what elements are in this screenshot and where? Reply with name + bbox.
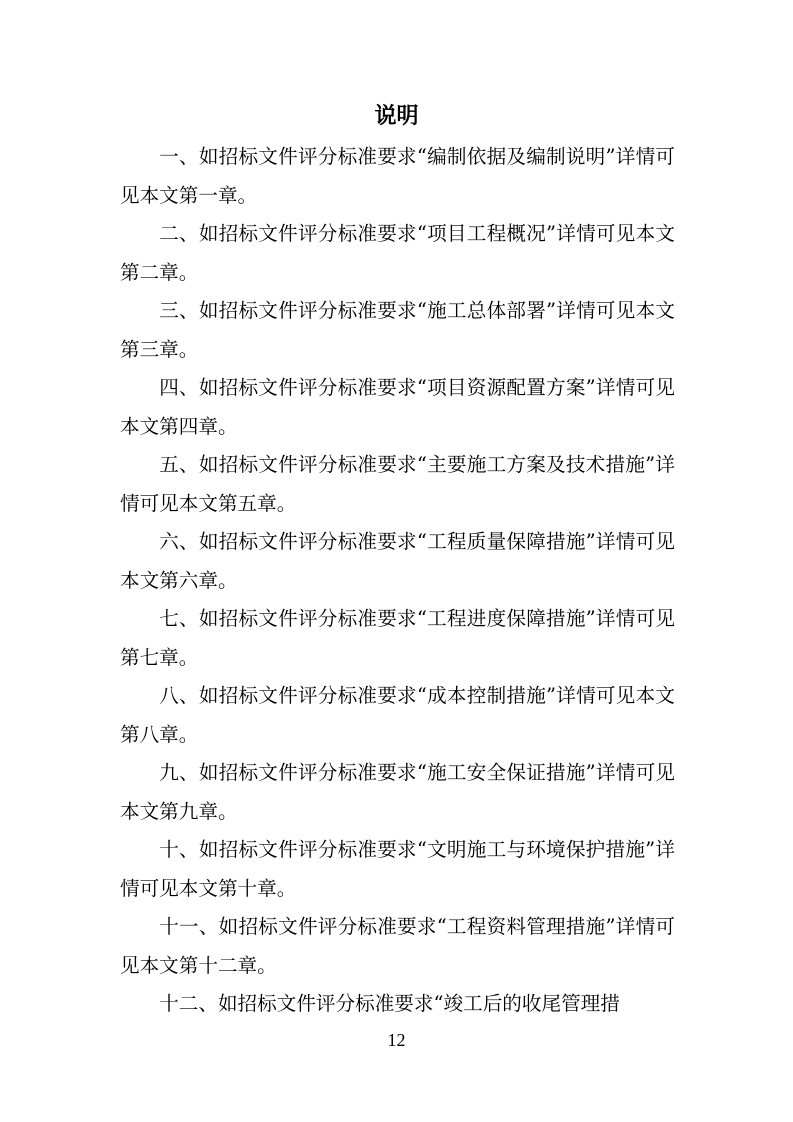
paragraph-11: 十一、如招标文件评分标准要求“工程资料管理措施”详情可见本文第十二章。 — [120, 915, 675, 977]
page-title: 说明 — [374, 104, 419, 129]
paragraph-8: 八、如招标文件评分标准要求“成本控制措施”详情可见本文第八章。 — [120, 684, 675, 746]
document-body — [120, 138, 675, 1024]
page-number: 12 — [387, 1030, 406, 1050]
paragraph-9: 九、如招标文件评分标准要求“施工安全保证措施”详情可见本文第九章。 — [120, 761, 675, 823]
paragraph-6: 六、如招标文件评分标准要求“工程质量保障措施”详情可见本文第六章。 — [120, 530, 675, 592]
paragraph-4: 四、如招标文件评分标准要求“项目资源配置方案”详情可见本文第四章。 — [120, 376, 675, 438]
paragraph-12: 十二、如招标文件评分标准要求“竣工后的收尾管理措 — [159, 992, 620, 1015]
paragraph-2: 二、如招标文件评分标准要求“项目工程概况”详情可见本文第二章。 — [120, 222, 675, 284]
paragraph-3: 三、如招标文件评分标准要求“施工总体部署”详情可见本文第三章。 — [120, 299, 675, 361]
paragraph-1: 一、如招标文件评分标准要求“编制依据及编制说明”详情可见本文第一章。 — [120, 145, 675, 207]
paragraph-7: 七、如招标文件评分标准要求“工程进度保障措施”详情可见第七章。 — [120, 607, 675, 669]
paragraph-10: 十、如招标文件评分标准要求“文明施工与环境保护措施”详情可见本文第十章。 — [120, 838, 675, 900]
paragraph-5: 五、如招标文件评分标准要求“主要施工方案及技术措施”详情可见本文第五章。 — [120, 453, 675, 515]
